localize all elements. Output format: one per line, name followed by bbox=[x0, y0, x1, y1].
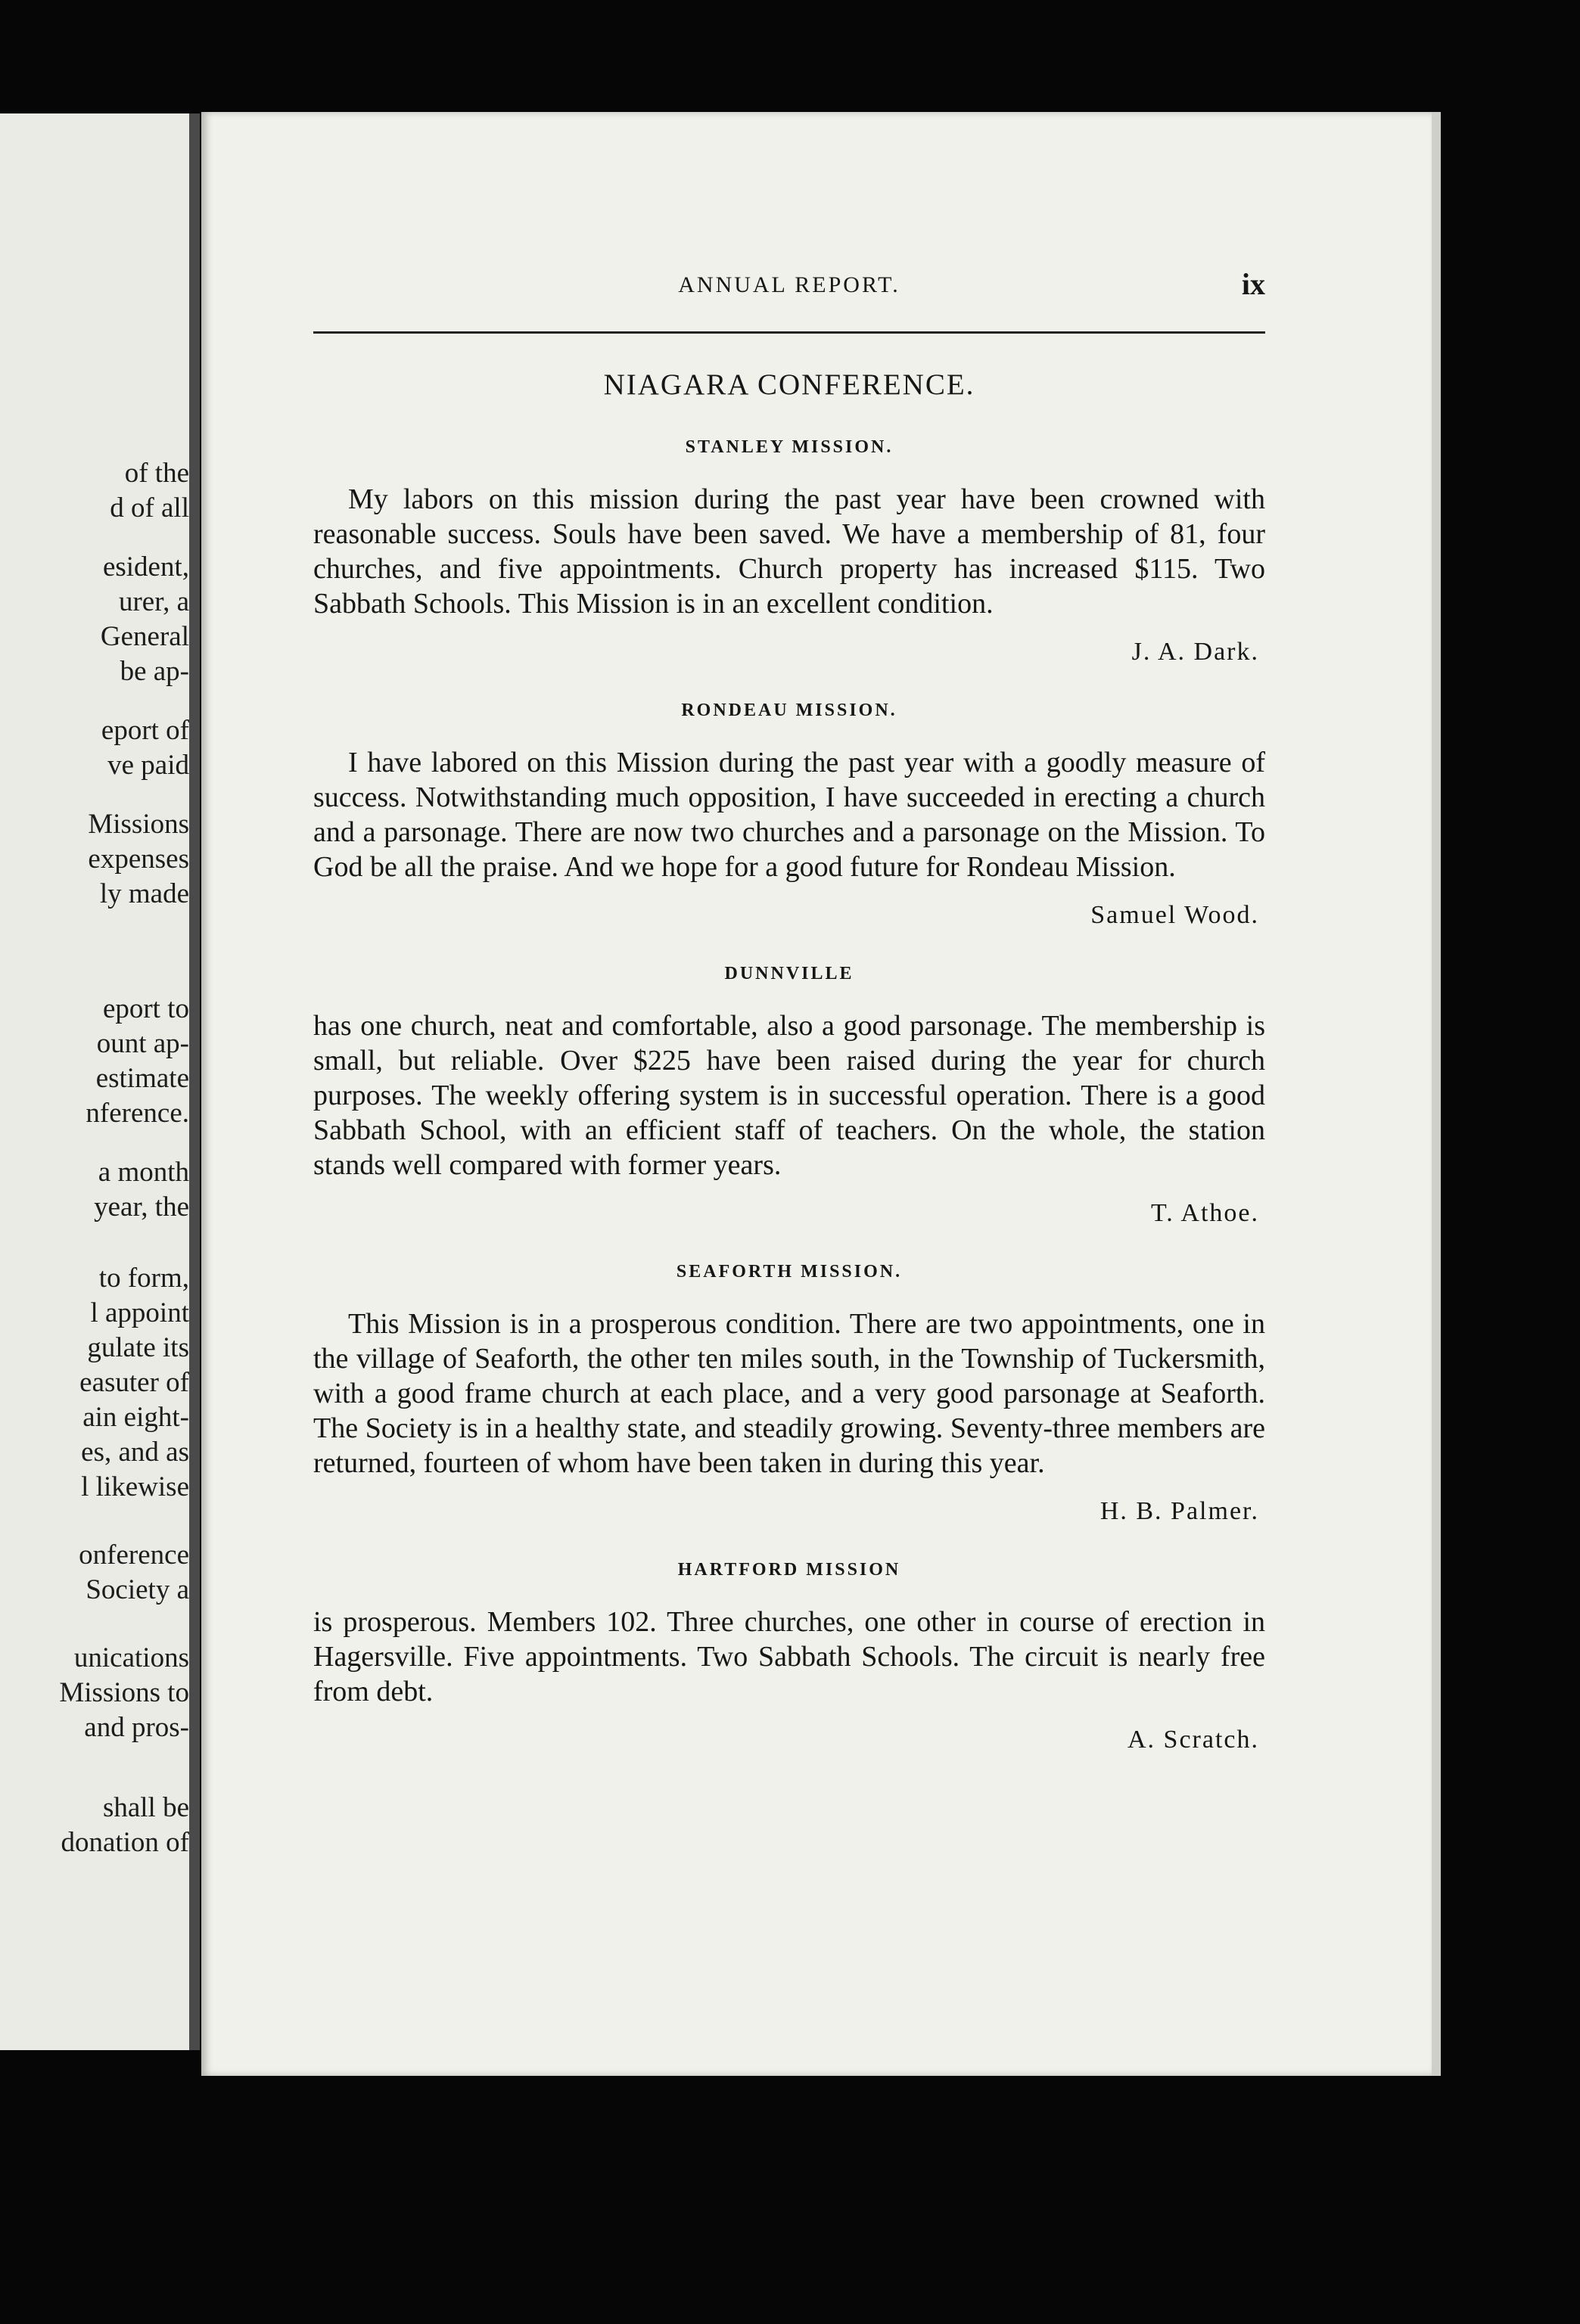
header-rule bbox=[313, 331, 1265, 334]
section-heading-hartford: HARTFORD MISSION bbox=[677, 1560, 901, 1580]
running-title: ANNUAL REPORT. bbox=[678, 272, 900, 297]
section-heading-seaforth: SEAFORTH MISSION. bbox=[676, 1262, 903, 1282]
left-fragment-line: ount ap- bbox=[96, 1028, 189, 1059]
left-fragment-line: Society a bbox=[86, 1574, 189, 1605]
page-number: ix bbox=[1241, 267, 1265, 301]
left-fragment-line: and pros- bbox=[84, 1712, 189, 1743]
section-body-stanley: My labors on this mission during the past year have been crowned with reasonable success. Souls have been saved. We have a membership of 81, four churches, and five appointments. Church property has increased $115. Two Sabbath Schools. This Mission is in an excellent condition. bbox=[313, 483, 1265, 620]
document-page bbox=[201, 112, 1432, 2076]
left-fragment-line: ve paid bbox=[107, 750, 189, 781]
left-fragment-line: unications bbox=[73, 1642, 189, 1673]
signature-rondeau: Samuel Wood. bbox=[1090, 901, 1259, 929]
left-fragment-line: easuter of bbox=[79, 1367, 189, 1398]
left-fragment-line: gulate its bbox=[87, 1332, 189, 1363]
section-body-rondeau: I have labored on this Mission during the past year with a goodly measure of success. Notwithstanding much opposition, I have succeeded in erecting a church and a parsonage. There are now two churches and a parsonage on the Mission. To God be all the praise. And we hope for a good future for Rondeau Mission. bbox=[313, 747, 1265, 883]
section-heading-dunnville: DUNNVILLE bbox=[724, 964, 854, 983]
left-fragment-line: estimate bbox=[95, 1063, 189, 1094]
left-fragment-line: nference. bbox=[86, 1098, 189, 1129]
left-fragment-line: Missions to bbox=[59, 1677, 189, 1708]
left-fragment-line: onference bbox=[79, 1539, 189, 1571]
left-fragment-line: eport to bbox=[102, 993, 189, 1024]
signature-dunnville: T. Athoe. bbox=[1151, 1199, 1259, 1227]
previous-page-fragment bbox=[0, 113, 200, 2050]
left-fragment-line: esident, bbox=[102, 551, 189, 583]
left-fragment-line: l likewise bbox=[81, 1471, 189, 1502]
left-fragment-line: year, the bbox=[94, 1192, 189, 1223]
section-body-seaforth: This Mission is in a prosperous condition. There are two appointments, one in the village of Seaforth, the other ten miles south, in the Township of Tuckersmith, with a good frame church at each place, and a very good parsonage at Seaforth. The Society is in a healthy state, and steadily growing. Seventy-three members are returned, fourteen of whom have been taken in during this year. bbox=[313, 1308, 1265, 1479]
section-body-hartford: is prosperous. Members 102. Three churches, one other in course of erection in Hagersville. Five appointments. Two Sabbath Schools. The circuit is nearly free from debt. bbox=[313, 1606, 1265, 1707]
left-fragment-line: ain eight- bbox=[82, 1402, 189, 1433]
section-heading-rondeau: RONDEAU MISSION. bbox=[681, 701, 897, 720]
left-fragment-line: Missions bbox=[88, 809, 189, 840]
left-fragment-line: es, and as bbox=[81, 1437, 189, 1468]
page-content bbox=[313, 267, 1265, 1757]
left-fragment-line: of the bbox=[124, 458, 189, 489]
page-edge bbox=[1432, 112, 1441, 2076]
left-fragment-line: l appoint bbox=[90, 1297, 189, 1328]
left-fragment-line: expenses bbox=[88, 844, 189, 875]
section-body-dunnville: has one church, neat and comfortable, also a good parsonage. The membership is small, but reliable. Over $225 have been raised during the year for church purposes. The weekly offering system is in successful operation. There is a good Sabbath School, with an efficient staff of teachers. On the whole, the station stands well compared with former years. bbox=[313, 1010, 1265, 1181]
left-fragment-line: urer, a bbox=[118, 586, 189, 617]
signature-seaforth: H. B. Palmer. bbox=[1099, 1497, 1259, 1525]
section-heading-stanley: STANLEY MISSION. bbox=[685, 437, 894, 457]
left-fragment-line: ly made bbox=[99, 878, 189, 909]
left-fragment-line: to form, bbox=[98, 1263, 189, 1294]
left-fragment-line: General bbox=[100, 621, 189, 652]
left-fragment-line: d of all bbox=[110, 492, 189, 524]
conference-title: NIAGARA CONFERENCE. bbox=[603, 368, 975, 401]
signature-stanley: J. A. Dark. bbox=[1131, 638, 1259, 666]
left-fragment-line: donation of bbox=[61, 1827, 189, 1858]
signature-hartford: A. Scratch. bbox=[1127, 1726, 1259, 1754]
left-fragment-line: shall be bbox=[102, 1792, 189, 1823]
page-header bbox=[313, 267, 1265, 318]
left-fragment-line: be ap- bbox=[120, 656, 189, 687]
left-fragment-line: eport of bbox=[101, 715, 189, 746]
left-fragment-line: a month bbox=[98, 1157, 189, 1188]
